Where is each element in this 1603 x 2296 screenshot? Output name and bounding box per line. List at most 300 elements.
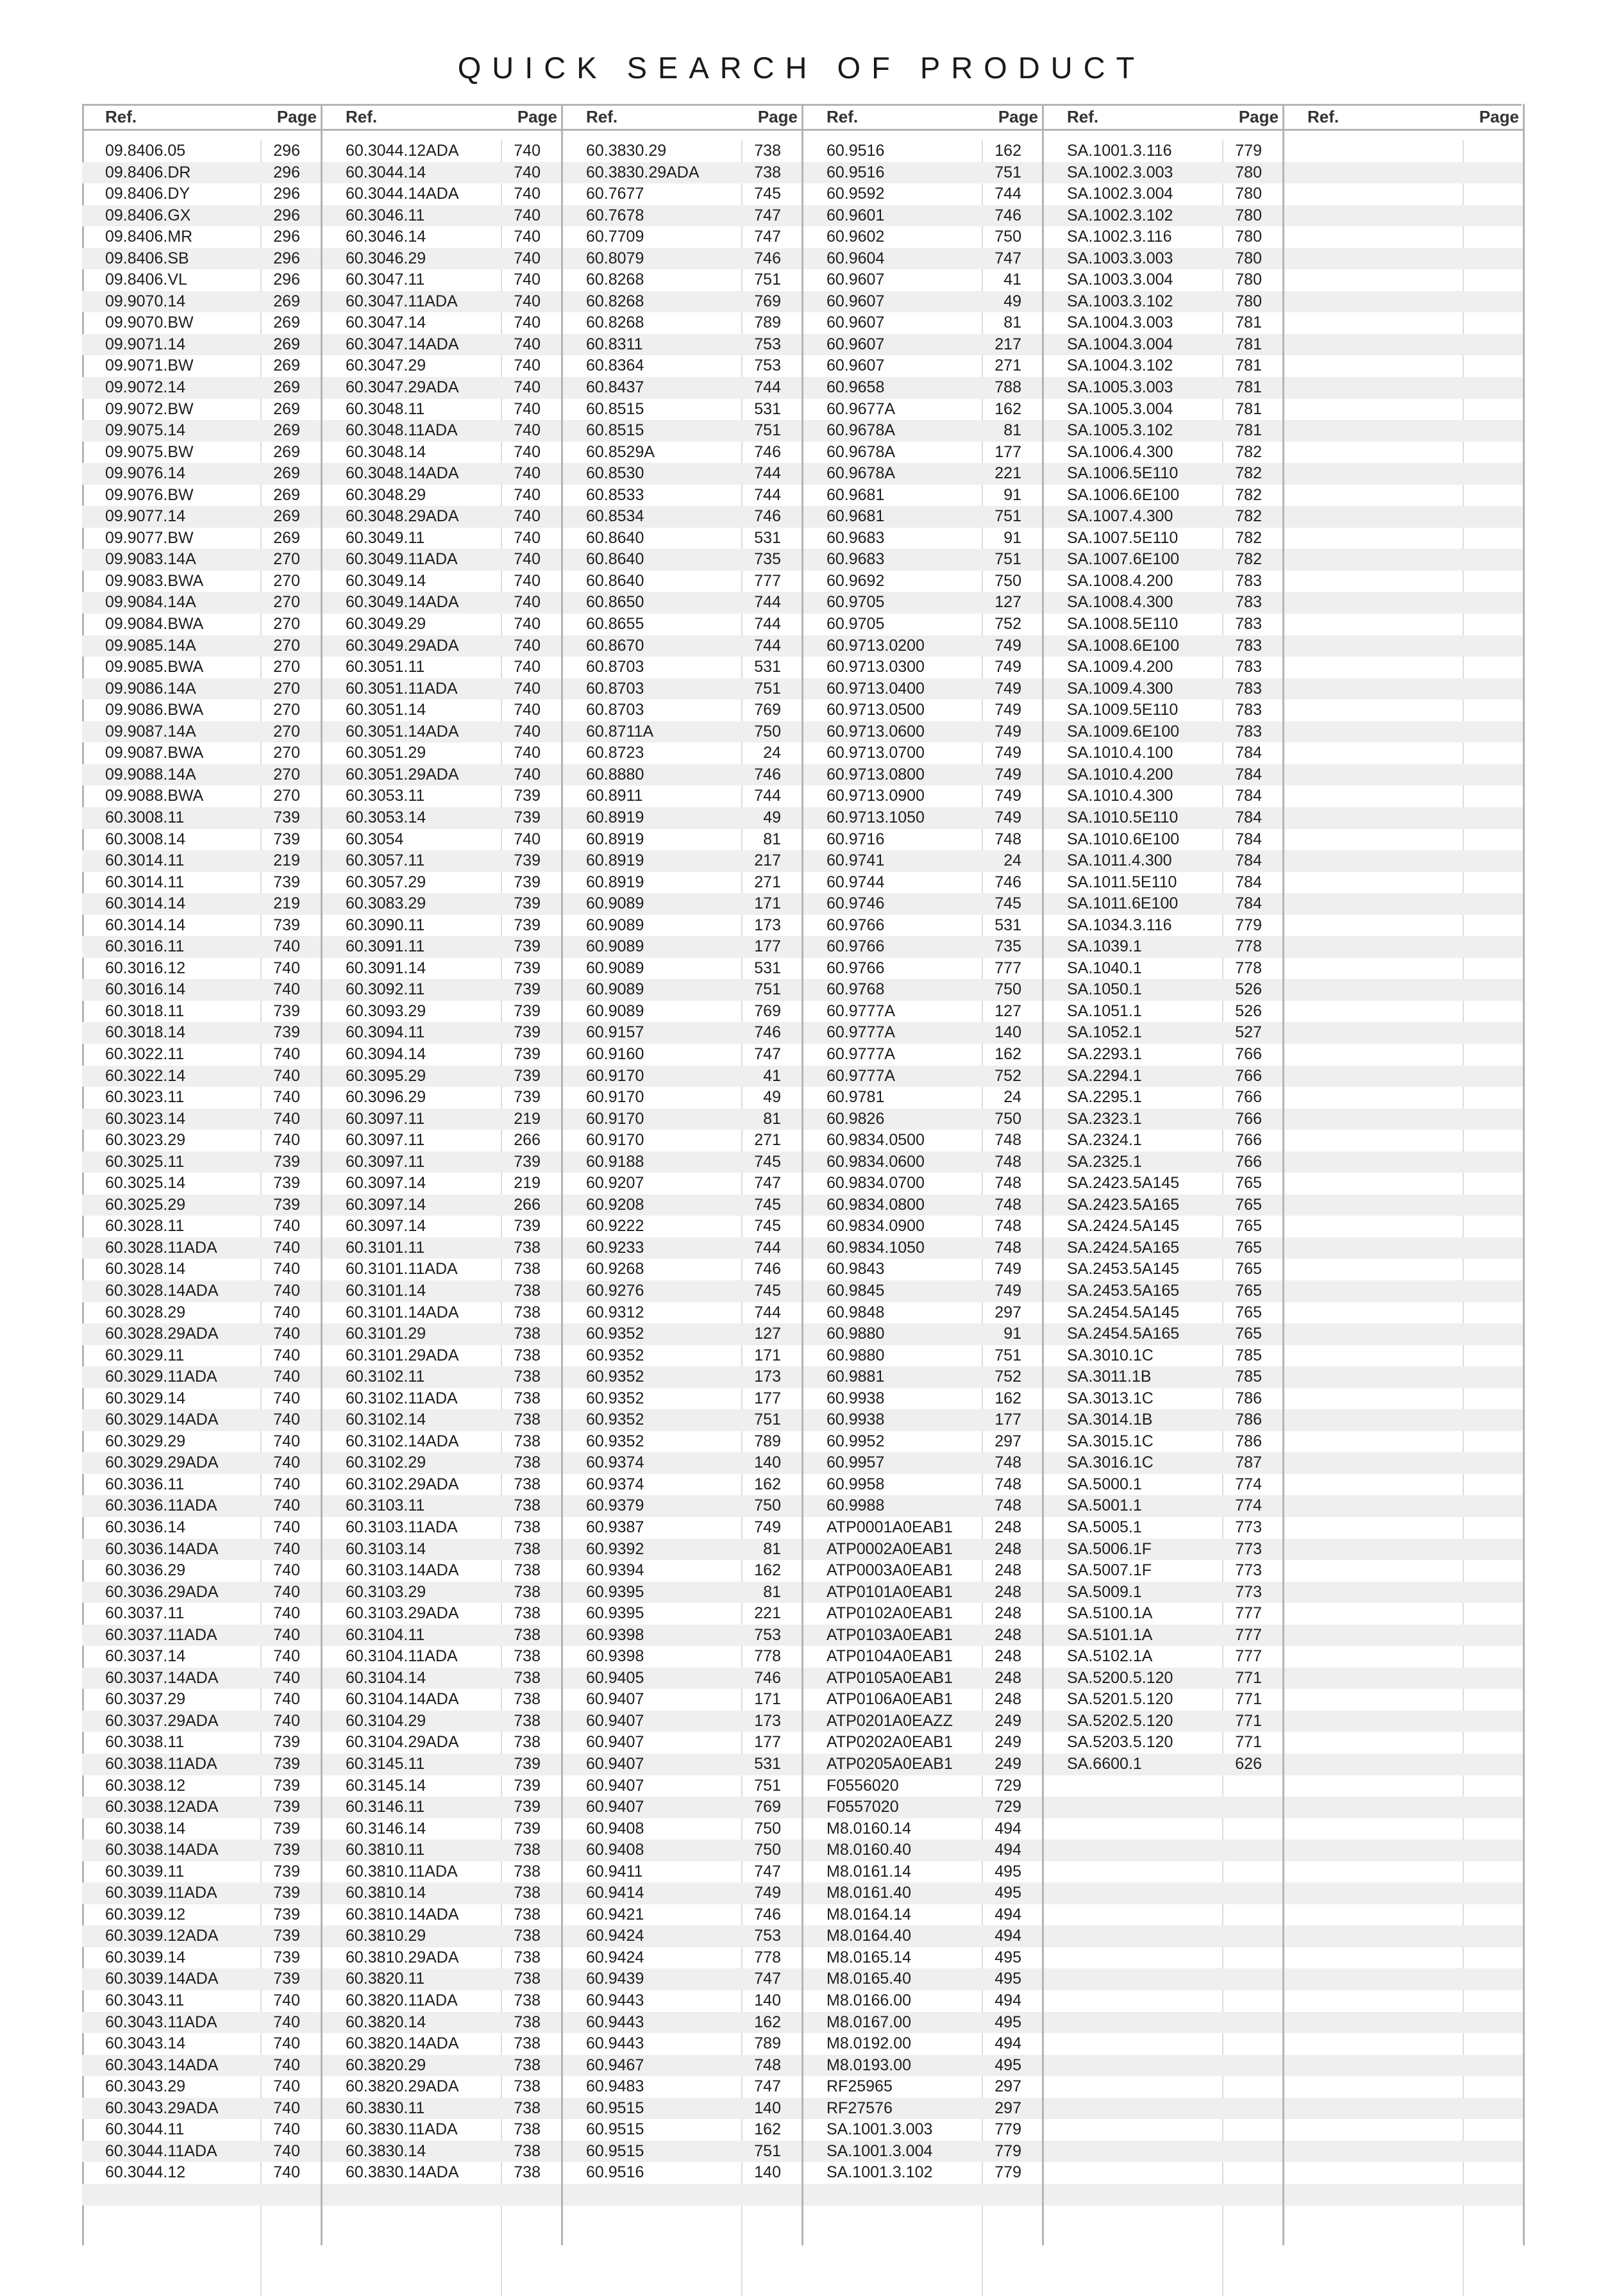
ref-cell: 60.3046.14 <box>346 228 426 246</box>
table-row <box>803 1109 1042 1130</box>
page-cell: 739 <box>514 1023 541 1042</box>
ref-cell: 60.3025.29 <box>105 1195 186 1214</box>
page-cell: 749 <box>995 658 1021 676</box>
table-row <box>82 1968 321 1990</box>
page-cell: 740 <box>514 636 541 655</box>
table-row <box>563 463 802 485</box>
table-row <box>563 1904 802 1926</box>
page-cell: 748 <box>754 2056 781 2074</box>
table-row <box>82 1646 321 1668</box>
table-row <box>323 205 561 227</box>
page-cell: 778 <box>754 1948 781 1966</box>
ref-cell: 60.8703 <box>586 679 644 698</box>
page-cell: 127 <box>995 1001 1021 1020</box>
table-row <box>323 936 561 958</box>
page-cell: 526 <box>1235 1001 1262 1020</box>
ref-cell: SA.3014.1B <box>1067 1411 1153 1429</box>
page-cell: 780 <box>1235 271 1262 289</box>
table-row <box>1284 1431 1523 1453</box>
ref-cell: 60.9713.0900 <box>827 787 925 805</box>
page-cell: 173 <box>754 916 781 934</box>
ref-cell: SA.2453.5A165 <box>1067 1281 1180 1300</box>
ref-cell: 60.9395 <box>586 1582 644 1601</box>
ref-cell: M8.0161.40 <box>827 1884 912 1902</box>
page-cell: 171 <box>754 894 781 913</box>
page-cell: 740 <box>273 1088 300 1107</box>
page-cell: 744 <box>754 378 781 397</box>
table-row <box>1284 2141 1523 2163</box>
page-cell: 748 <box>995 1152 1021 1171</box>
table-row <box>803 2184 1042 2206</box>
table-row <box>803 2206 1042 2227</box>
page-cell: 494 <box>995 2034 1021 2053</box>
ref-cell: SA.1009.5E110 <box>1067 701 1179 719</box>
page-cell: 739 <box>273 1152 300 1171</box>
ref-cell: 60.3101.14 <box>346 1281 426 1300</box>
ref-cell: 60.3057.29 <box>346 873 426 891</box>
table-row <box>803 442 1042 464</box>
ref-cell: M8.0193.00 <box>827 2056 912 2074</box>
page-cell: 745 <box>754 1152 781 1171</box>
ref-cell: 09.9077.BW <box>105 528 194 547</box>
ref-cell: 60.3051.14ADA <box>346 722 459 741</box>
table-row <box>323 248 561 270</box>
page-cell: 783 <box>1235 701 1262 719</box>
table-row <box>803 2033 1042 2055</box>
ref-cell: 60.3093.29 <box>346 1001 426 1020</box>
table-row <box>1284 1109 1523 1130</box>
ref-cell: 60.9414 <box>586 1884 644 1902</box>
table-row <box>323 1689 561 1711</box>
table-row <box>82 1539 321 1561</box>
table-row <box>563 979 802 1001</box>
ref-cell: 60.3037.11 <box>105 1604 185 1623</box>
page-cell: 296 <box>273 142 300 160</box>
page-cell: 531 <box>754 959 781 977</box>
table-row <box>563 2141 802 2163</box>
ref-cell: 60.8529A <box>586 442 655 461</box>
table-row <box>1044 1861 1282 1883</box>
table-row <box>803 1517 1042 1539</box>
table-row <box>1284 1173 1523 1194</box>
page-cell: 748 <box>995 1238 1021 1257</box>
page-cell: 740 <box>273 1325 300 1343</box>
table-row <box>1284 2033 1523 2055</box>
table-row <box>803 2055 1042 2077</box>
table-row <box>82 1839 321 1861</box>
ref-cell: SA.3011.1B <box>1067 1368 1152 1386</box>
page-cell: 738 <box>514 1518 541 1536</box>
ref-cell: 60.3046.11 <box>346 206 425 224</box>
table-row <box>1044 2076 1282 2098</box>
ref-cell: SA.5200.5.120 <box>1067 1668 1173 1687</box>
page-cell: 744 <box>754 1238 781 1257</box>
ref-cell: 60.3038.12ADA <box>105 1798 219 1816</box>
ref-cell: 60.8919 <box>586 808 644 826</box>
page-cell: 249 <box>995 1711 1021 1730</box>
page-cell: 747 <box>754 1174 781 1193</box>
page-cell: 729 <box>995 1798 1021 1816</box>
table-row <box>323 162 561 184</box>
table-row <box>1284 334 1523 356</box>
table-row <box>1044 1323 1282 1345</box>
page-cell: 270 <box>273 615 300 633</box>
table-row <box>323 334 561 356</box>
table-row <box>323 463 561 485</box>
page-cell: 24 <box>1003 851 1021 870</box>
page-cell: 740 <box>514 744 541 762</box>
table-row <box>803 872 1042 894</box>
ref-cell: 60.3095.29 <box>346 1066 426 1085</box>
ref-cell: SA.1009.4.300 <box>1067 679 1173 698</box>
table-row <box>563 678 802 700</box>
page-cell: 777 <box>1235 1604 1262 1623</box>
table-row <box>1044 2206 1282 2227</box>
ref-cell: 60.9312 <box>586 1303 644 1321</box>
page-cell: 783 <box>1235 658 1262 676</box>
table-row <box>563 1130 802 1152</box>
table-row <box>82 979 321 1001</box>
ref-cell: SA.5005.1 <box>1067 1518 1142 1536</box>
page-cell: 41 <box>763 1066 781 1085</box>
table-row <box>803 1818 1042 1840</box>
page-cell: 740 <box>514 249 541 267</box>
page-cell: 749 <box>995 1281 1021 1300</box>
page-cell: 740 <box>273 1260 300 1278</box>
table-row <box>1284 1194 1523 1216</box>
table-row <box>803 1539 1042 1561</box>
ref-cell: 60.3036.29ADA <box>105 1582 219 1601</box>
table-row <box>563 614 802 635</box>
ref-cell: 60.9157 <box>586 1023 644 1042</box>
table-row <box>1284 485 1523 507</box>
table-row <box>563 1560 802 1582</box>
table-row <box>803 1646 1042 1668</box>
page-cell: 248 <box>995 1604 1021 1623</box>
table-row <box>803 1130 1042 1152</box>
ref-cell: 60.3029.14 <box>105 1389 186 1407</box>
ref-cell: 60.3820.29 <box>346 2056 426 2074</box>
table-row <box>323 1130 561 1152</box>
table-row <box>563 1818 802 1840</box>
page-cell: 740 <box>514 593 541 612</box>
page-cell: 744 <box>754 787 781 805</box>
ref-cell: 60.3146.14 <box>346 1819 426 1838</box>
page-cell: 738 <box>514 1582 541 1601</box>
table-row <box>82 420 321 442</box>
table-row <box>563 1152 802 1173</box>
page-cell: 784 <box>1235 873 1262 891</box>
ref-cell: 60.9407 <box>586 1798 644 1816</box>
ref-cell: 60.3102.29 <box>346 1454 426 1472</box>
table-row <box>323 807 561 829</box>
table-row <box>1284 1474 1523 1496</box>
table-row <box>563 2098 802 2120</box>
table-row <box>1284 1861 1523 1883</box>
table-row <box>323 1345 561 1367</box>
ref-cell: 60.9716 <box>827 830 885 848</box>
page-cell: 750 <box>995 980 1021 999</box>
table-row <box>1284 2162 1523 2184</box>
table-row <box>803 915 1042 937</box>
page-cell: 738 <box>514 1561 541 1580</box>
page-cell: 162 <box>754 2013 781 2031</box>
page-cell: 740 <box>273 1668 300 1687</box>
table-row <box>1044 2119 1282 2141</box>
table-row <box>1284 829 1523 851</box>
page-cell: 781 <box>1235 399 1262 418</box>
page-cell: 783 <box>1235 722 1262 741</box>
page-cell: 270 <box>273 550 300 569</box>
index-column-4 <box>803 104 1044 2245</box>
table-row <box>1044 1711 1282 1732</box>
ref-cell: 09.9075.14 <box>105 421 186 440</box>
page-cell: 746 <box>754 1668 781 1687</box>
table-row <box>1284 1130 1523 1152</box>
page-cell: 738 <box>514 1346 541 1364</box>
page-cell: 748 <box>995 1131 1021 1150</box>
ref-cell: 09.9072.14 <box>105 378 186 397</box>
page-cell: 739 <box>514 1798 541 1816</box>
page-cell: 270 <box>273 744 300 762</box>
page-cell: 127 <box>754 1325 781 1343</box>
ref-cell: 60.9678A <box>827 421 896 440</box>
ref-cell: 60.3145.11 <box>346 1755 425 1773</box>
page-cell: 740 <box>514 615 541 633</box>
ref-cell: 60.8640 <box>586 528 644 547</box>
ref-cell: 60.8268 <box>586 271 644 289</box>
table-row <box>1044 1818 1282 1840</box>
page-cell: 739 <box>273 1776 300 1795</box>
ref-cell: 60.3145.14 <box>346 1776 426 1795</box>
table-row <box>563 1366 802 1388</box>
page-cell: 177 <box>995 1411 1021 1429</box>
table-row <box>803 893 1042 915</box>
page-cell: 748 <box>995 1174 1021 1193</box>
page-cell: 91 <box>1003 1325 1021 1343</box>
page-cell: 739 <box>514 1755 541 1773</box>
page-cell: 740 <box>273 1044 300 1063</box>
table-row <box>1284 2055 1523 2077</box>
page-cell: 738 <box>514 2077 541 2096</box>
ref-cell: 09.8406.05 <box>105 142 186 160</box>
page-cell: 774 <box>1235 1475 1262 1493</box>
page-cell: 740 <box>514 335 541 353</box>
page-cell: 221 <box>995 464 1021 483</box>
table-row <box>1284 1646 1523 1668</box>
table-row <box>1284 785 1523 807</box>
page-cell: 752 <box>995 1368 1021 1386</box>
page-cell: 269 <box>273 442 300 461</box>
ref-cell: 60.3044.12ADA <box>346 142 459 160</box>
ref-cell: 60.9276 <box>586 1281 644 1300</box>
ref-cell: 60.3104.29ADA <box>346 1733 459 1752</box>
ref-cell: 60.8268 <box>586 314 644 332</box>
ref-cell: SA.1050.1 <box>1067 980 1142 999</box>
table-row <box>82 1754 321 1775</box>
page-cell: 495 <box>995 1862 1021 1881</box>
ref-cell: 60.3047.14ADA <box>346 335 459 353</box>
table-row <box>1284 183 1523 205</box>
page-cell: 744 <box>754 1303 781 1321</box>
ref-cell: 60.3014.11 <box>105 873 185 891</box>
page-cell: 171 <box>754 1690 781 1709</box>
page-cell: 738 <box>514 1991 541 2010</box>
page-cell: 740 <box>273 2120 300 2139</box>
ref-cell: 60.3036.11 <box>105 1475 185 1493</box>
page-cell: 751 <box>995 1346 1021 1364</box>
ref-cell: SA.1001.3.004 <box>827 2141 933 2160</box>
page-cell: 777 <box>754 571 781 590</box>
table-row <box>1284 1259 1523 1280</box>
table-row <box>1284 355 1523 377</box>
page-cell: 297 <box>995 2099 1021 2117</box>
page-cell: 526 <box>1235 980 1262 999</box>
ref-cell: ATP0201A0EAZZ <box>827 1711 953 1730</box>
ref-cell: 60.9766 <box>827 937 885 956</box>
ref-cell: 60.3028.29ADA <box>105 1325 219 1343</box>
ref-cell: 60.3049.14ADA <box>346 593 459 612</box>
page-cell: 296 <box>273 228 300 246</box>
ref-cell: 60.3036.14 <box>105 1518 186 1536</box>
table-row <box>1044 1797 1282 1818</box>
page-cell: 24 <box>1003 1088 1021 1107</box>
ref-cell: ATP0202A0EAB1 <box>827 1733 953 1752</box>
ref-cell: 09.9071.14 <box>105 335 186 353</box>
page-cell: 781 <box>1235 356 1262 375</box>
table-row <box>323 442 561 464</box>
table-row <box>1044 1947 1282 1969</box>
ref-cell: 60.3049.11ADA <box>346 550 458 569</box>
table-row <box>323 1861 561 1883</box>
page-cell: 219 <box>514 1109 541 1128</box>
table-row <box>1044 1539 1282 1561</box>
ref-cell: RF25965 <box>827 2077 893 2096</box>
table-row <box>82 678 321 700</box>
ref-cell: 60.3047.29 <box>346 356 426 375</box>
page-cell: 769 <box>754 1001 781 1020</box>
table-row <box>1044 334 1282 356</box>
table-row <box>82 1173 321 1194</box>
page-cell: 749 <box>995 808 1021 826</box>
ref-cell: 60.9394 <box>586 1561 644 1580</box>
page-cell: 748 <box>995 1195 1021 1214</box>
page-cell: 297 <box>995 1432 1021 1450</box>
page-cell: 81 <box>1003 314 1021 332</box>
ref-cell: 60.7678 <box>586 206 644 224</box>
page-cell: 739 <box>514 1044 541 1063</box>
table-row <box>803 1259 1042 1280</box>
ref-cell: 09.9086.BWA <box>105 701 204 719</box>
table-row <box>1284 592 1523 614</box>
ref-cell: 09.9083.14A <box>105 550 196 569</box>
page-cell: 270 <box>273 593 300 612</box>
table-row <box>82 1237 321 1259</box>
ref-cell: 60.3048.14ADA <box>346 464 459 483</box>
page-cell: 780 <box>1235 228 1262 246</box>
ref-cell: 60.9352 <box>586 1411 644 1429</box>
page-cell: 739 <box>273 1023 300 1042</box>
ref-cell: 60.3083.29 <box>346 894 426 913</box>
page-cell: 751 <box>754 2141 781 2160</box>
ref-cell: 60.3094.14 <box>346 1044 426 1063</box>
page-cell: 747 <box>995 249 1021 267</box>
table-row <box>1044 721 1282 743</box>
table-row <box>1044 635 1282 657</box>
table-row <box>1284 1775 1523 1797</box>
ref-cell: 60.3016.11 <box>105 937 185 956</box>
ref-cell: SA.1008.5E110 <box>1067 615 1179 633</box>
ref-cell: 60.3046.29 <box>346 249 426 267</box>
table-row <box>803 1925 1042 1947</box>
table-row <box>82 1882 321 1904</box>
ref-cell: 60.3025.14 <box>105 1174 186 1193</box>
table-row <box>803 1968 1042 1990</box>
table-row <box>563 205 802 227</box>
page-cell: 745 <box>995 894 1021 913</box>
table-row <box>563 549 802 571</box>
table-row <box>1284 657 1523 678</box>
table-row <box>563 1194 802 1216</box>
table-row <box>1044 1474 1282 1496</box>
ref-cell: 60.3094.11 <box>346 1023 425 1042</box>
page-cell: 269 <box>273 378 300 397</box>
table-row <box>1044 1882 1282 1904</box>
ref-cell: 09.9071.BW <box>105 356 194 375</box>
page-cell: 269 <box>273 485 300 504</box>
page-header: Page <box>1479 107 1519 126</box>
table-row <box>323 721 561 743</box>
page-cell: 753 <box>754 356 781 375</box>
ref-cell: 60.9713.0300 <box>827 658 925 676</box>
table-row <box>82 700 321 721</box>
page-cell: 739 <box>514 1776 541 1795</box>
table-row <box>563 1474 802 1496</box>
ref-cell: 60.3043.14ADA <box>105 2056 219 2074</box>
table-row <box>1044 140 1282 162</box>
page-cell: 740 <box>273 937 300 956</box>
table-row <box>1044 463 1282 485</box>
table-row <box>323 1044 561 1066</box>
ref-cell: 60.9516 <box>586 2163 644 2182</box>
ref-cell: 60.9881 <box>827 1368 885 1386</box>
table-row <box>1284 1001 1523 1023</box>
ref-cell: 60.8079 <box>586 249 644 267</box>
ref-cell: 60.3043.11 <box>105 1991 185 2010</box>
page-cell: 738 <box>514 1281 541 1300</box>
table-row <box>1044 269 1282 291</box>
page-cell: 271 <box>754 1131 781 1150</box>
table-row <box>323 1990 561 2012</box>
page-cell: 739 <box>514 808 541 826</box>
ref-cell: 60.8530 <box>586 464 644 483</box>
page-cell: 744 <box>995 185 1021 203</box>
table-row <box>803 291 1042 313</box>
ref-cell: 60.8534 <box>586 507 644 526</box>
table-row <box>1044 1409 1282 1431</box>
table-row <box>323 1517 561 1539</box>
page-cell: 494 <box>995 1819 1021 1838</box>
table-row <box>82 2141 321 2163</box>
page-cell: 24 <box>763 744 781 762</box>
page-cell: 270 <box>273 679 300 698</box>
page-cell: 740 <box>273 1711 300 1730</box>
ref-cell: 60.3029.14ADA <box>105 1411 219 1429</box>
page-cell: 739 <box>273 873 300 891</box>
ref-cell: 60.9170 <box>586 1088 644 1107</box>
page-cell: 81 <box>1003 421 1021 440</box>
page-cell: 740 <box>514 421 541 440</box>
